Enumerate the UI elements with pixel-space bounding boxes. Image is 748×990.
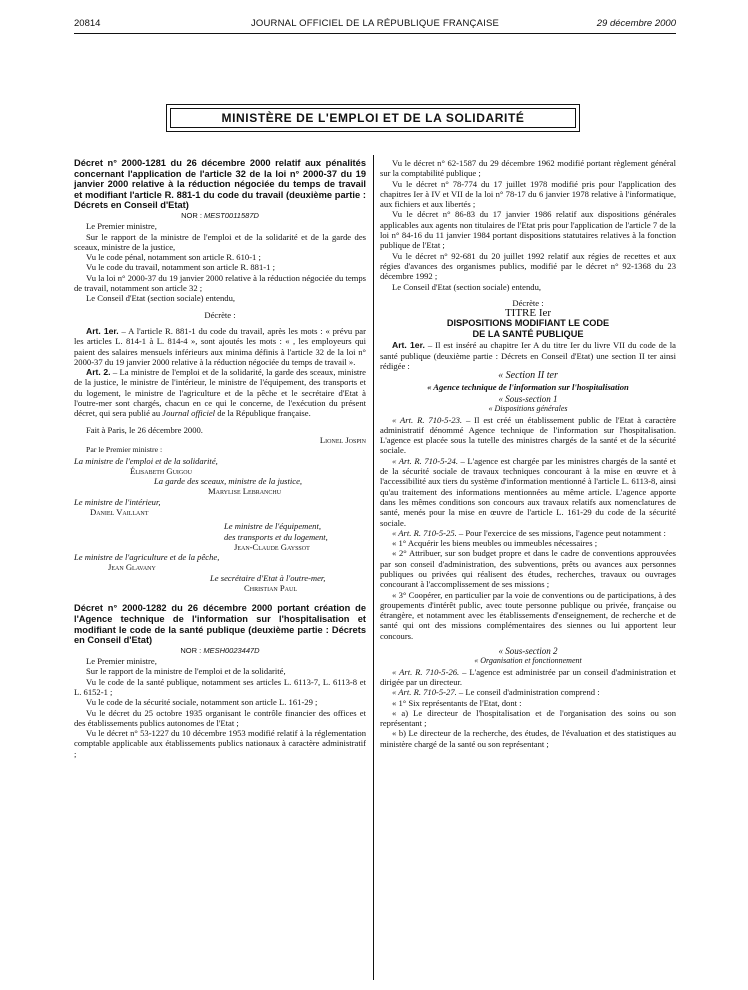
sig-name: Élisabeth Guigou bbox=[130, 465, 192, 476]
article-1 bbox=[74, 326, 366, 367]
intro-line: Sur le rapport de la ministre de l'emploi et de la solidarité, bbox=[86, 666, 286, 677]
decree1-nor bbox=[74, 211, 366, 221]
intro-line: Vu le code de la sécurité sociale, notamment son article L. 161-29 ; bbox=[86, 697, 318, 708]
article-label: Art. 1er. bbox=[392, 340, 425, 351]
article-label: « Art. R. 710-5-26. bbox=[392, 666, 460, 677]
intro-line: Le Conseil d'Etat (section sociale) entendu, bbox=[86, 293, 236, 304]
journal-ref: Journal officiel bbox=[162, 408, 216, 419]
intro-line: Vu le code pénal, notamment son article R. 610-1 ; bbox=[86, 252, 261, 263]
article-r710-5-25 bbox=[380, 528, 676, 538]
sig-role: Le secrétaire d'Etat à l'outre-mer, bbox=[210, 572, 326, 583]
article-text: – A l'article R. 881-1 du code du travail, après les mots : « prévu par les articles L. 814-1 à L. 814-4 », sont ajoutés les mots : « , les employeurs qui paient des salaires mensuels inférieurs aux minima définis à l'article 32 de la loi n° 2000-37 du 19 janvier 2000 relative à la réduction négociée du temps de travail ». bbox=[74, 325, 366, 367]
vu-line: Le Conseil d'Etat (section sociale) entendu, bbox=[392, 281, 542, 292]
list-item: « b) Le directeur de la recherche, des études, de l'évaluation et des statistiques au ministère chargé de la santé ou son représentant ; bbox=[380, 728, 676, 749]
sig-role: La ministre de l'emploi et de la solidarité, bbox=[74, 455, 218, 466]
titre-subheading: DE LA SANTÉ PUBLIQUE bbox=[472, 329, 584, 340]
decree2-title: Décret n° 2000-1282 du 26 décembre 2000 portant création de l'Agence technique de l'information sur l'hospitalisation et modifiant le code de la santé publique (deuxième partie : Décrets en Conseil d'Etat) bbox=[74, 603, 366, 646]
header-rule bbox=[74, 33, 676, 34]
article-label: « Art. R. 710-5-25. bbox=[392, 527, 457, 538]
subsection-title: « Sous-section 2 bbox=[498, 646, 558, 657]
nor-label: NOR : bbox=[181, 210, 202, 220]
left-column bbox=[74, 158, 366, 759]
vu-line: Vu le décret n° 62-1587 du 29 décembre 1962 modifié portant règlement général sur la comptabilité publique ; bbox=[380, 158, 676, 179]
vu-line: Vu le décret n° 92-681 du 20 juillet 1992 relatif aux régies de recettes et aux régies d'avances des organismes publics, modifié par le décret n° 92-1368 du 23 décembre 1992 ; bbox=[380, 250, 676, 282]
article-text: – L'agence est administrée par un conseil d'administration et dirigée par un directeur. bbox=[380, 666, 676, 687]
titre-subheading: DISPOSITIONS MODIFIANT LE CODE bbox=[446, 318, 610, 329]
sig-name: Jean Glavany bbox=[108, 562, 156, 573]
list-item: « a) Le directeur de l'hospitalisation et de l'organisation des soins ou son représentant ; bbox=[380, 707, 676, 729]
page-number: 20814 bbox=[74, 18, 101, 29]
subsection-name: « Dispositions générales bbox=[488, 404, 568, 414]
nor-code: MESH0023447D bbox=[203, 645, 260, 655]
list-item: « 2° Attribuer, sur son budget propre et dans le cadre de conventions approuvées par son conseil d'administration, des subventions, prêts ou avances aux personnes publiques ou privées qui réalisent des études, recherches, travaux ou ouvrages concourant à l'accomplissement de ses missions ; bbox=[380, 548, 676, 590]
decrete: Décrète : bbox=[512, 297, 544, 308]
sig-role: Le ministre de l'agriculture et de la pêche, bbox=[74, 552, 220, 563]
par-le-pm: Par le Premier ministre : bbox=[86, 445, 163, 455]
intro-line: Vu le décret du 25 octobre 1935 organisant le contrôle financier des offices et des établissements publics autonomes de l'Etat ; bbox=[74, 707, 366, 728]
article-label: « Art. R. 710-5-24. bbox=[392, 455, 458, 466]
titre-heading: TITRE Ier bbox=[504, 307, 552, 320]
decree1-title: Décret n° 2000-1281 du 26 décembre 2000 relatif aux pénalités concernant l'application de l'article 32 de la loi n° 2000-37 du 19 janvier 2000 relative à la réduction négociée du temps de travail et modifiant l'article R. 881-1 du code du travail (deuxième partie : Décrets en Conseil d'Etat) bbox=[74, 158, 366, 211]
intro-line: Vu le décret n° 53-1227 du 10 décembre 1953 modifié relatif à la réglementation comptable applicable aux établissements publics nationaux à caractère administratif ; bbox=[74, 728, 366, 759]
nor-label: NOR : bbox=[180, 645, 202, 655]
publication-date: 29 décembre 2000 bbox=[596, 18, 676, 29]
ministry-box bbox=[166, 104, 580, 132]
list-item: « 3° Coopérer, en particulier par la voie de conventions ou de participations, à des groupements d'intérêt public, avec toute personne publique ou privée, française ou étrangère, et notamment avec les établissements d'enseignement, de recherche et de santé qui ont des missions complémentaires des siennes ou lui apportent leur concours. bbox=[380, 589, 676, 641]
subsection-title: « Sous-section 1 bbox=[498, 393, 558, 404]
ministry-title: MINISTÈRE DE L'EMPLOI ET DE LA SOLIDARITÉ bbox=[170, 108, 576, 128]
vu-line: Vu le décret n° 86-83 du 17 janvier 1986 relatif aux dispositions générales applicables aux agents non titulaires de l'Etat pris pour l'application de l'article 7 de la loi n° 84-16 du 11 janvier 1984 portant dispositions statutaires relatives à la fonction publique de l'Etat ; bbox=[380, 209, 676, 251]
right-column bbox=[380, 158, 676, 749]
sig-name: Marylise Lebranchu bbox=[208, 486, 282, 497]
article-r710-5-24 bbox=[380, 456, 676, 528]
article-label: Art. 1er. bbox=[86, 325, 119, 336]
column-divider bbox=[373, 155, 374, 980]
article-text: – Il est inséré au chapitre Ier A du titre Ier du livre VII du code de la santé publique (deuxième partie : Décrets en Conseil d'Etat) une section II ter ainsi rédigée : bbox=[380, 340, 676, 372]
sig-name: Daniel Vaillant bbox=[90, 506, 149, 517]
subsection-name: « Organisation et fonctionnement bbox=[474, 656, 582, 666]
fait-a-paris: Fait à Paris, le 26 décembre 2000. bbox=[86, 424, 203, 435]
decree2-nor bbox=[74, 646, 366, 656]
list-item: « 1° Six représentants de l'Etat, dont : bbox=[392, 697, 522, 708]
article-text-end: de la République française. bbox=[215, 408, 311, 419]
intro-line: Vu le code de la santé publique, notamment ses articles L. 6113-7, L. 6113-8 et L. 6152-1 ; bbox=[74, 676, 366, 697]
article-label: « Art. R. 710-5-23. bbox=[392, 414, 463, 425]
sig-name: Christian Paul bbox=[244, 583, 297, 594]
article-label: Art. 2. bbox=[86, 367, 111, 378]
sig-role: des transports et du logement, bbox=[224, 531, 328, 542]
article-text: – Le conseil d'administration comprend : bbox=[456, 687, 600, 698]
list-item: « 1° Acquérir les biens meubles ou immeubles nécessaires ; bbox=[392, 538, 598, 549]
intro-line: Vu le code du travail, notamment son article R. 881-1 ; bbox=[86, 262, 275, 273]
article-text: – La ministre de l'emploi et de la solidarité, la garde des sceaux, ministre de la justice, le ministre de l'intérieur, le ministre de l'équipement, des transports et du logement, le ministre de l'agriculture et de la pêche et le secrétaire d'Etat à l'outre-mer sont chargés, chacun en ce qui le concerne, de l'exécution du présent décret, qui sera publié au bbox=[74, 367, 366, 419]
article-text: – Il est créé un établissement public de l'Etat à caractère administratif dénommé Agence technique de l'information sur l'hospitalisation. L'agence est placée sous la tutelle des ministres chargés de la santé et de la sécurité sociale. bbox=[380, 414, 676, 456]
intro-line: Sur le rapport de la ministre de l'emploi et de la solidarité et de la garde des sceaux, ministre de la justice, bbox=[74, 231, 366, 252]
article-2 bbox=[74, 367, 366, 418]
section-name: « Agence technique de l'information sur l'hospitalisation bbox=[427, 381, 629, 392]
intro-line: Le Premier ministre, bbox=[86, 656, 157, 667]
article-label: « Art. R. 710-5-27. bbox=[392, 687, 457, 698]
sig-role: Le ministre de l'intérieur, bbox=[74, 496, 161, 507]
sig-role: La garde des sceaux, ministre de la justice, bbox=[154, 476, 303, 487]
decrete: Décrète : bbox=[204, 309, 236, 320]
journal-title: JOURNAL OFFICIEL DE LA RÉPUBLIQUE FRANÇAISE bbox=[250, 18, 500, 29]
signer-pm: Lionel Jospin bbox=[319, 434, 366, 445]
sig-role: Le ministre de l'équipement, bbox=[224, 521, 321, 532]
nor-code: MEST0011587D bbox=[204, 210, 259, 220]
sig-name: Jean-Claude Gayssot bbox=[234, 541, 310, 552]
article-text: – Pour l'exercice de ses missions, l'agence peut notamment : bbox=[456, 527, 666, 538]
article-1 bbox=[380, 340, 676, 371]
vu-line: Vu le décret n° 78-774 du 17 juillet 1978 modifié pris pour l'application des chapitres Ier à IV et VII de la loi n° 78-17 du 6 janvier 1978 relative à l'informatique, aux fichiers et aux libertés ; bbox=[380, 178, 676, 210]
intro-line: Le Premier ministre, bbox=[86, 221, 157, 232]
article-r710-5-23 bbox=[380, 415, 676, 456]
section-title: « Section II ter bbox=[498, 370, 558, 382]
article-r710-5-26 bbox=[380, 667, 676, 688]
intro-line: Vu la loi n° 2000-37 du 19 janvier 2000 relative à la réduction négociée du temps de travail, notamment son article 32 ; bbox=[74, 272, 366, 294]
page-header bbox=[74, 18, 676, 34]
article-r710-5-27 bbox=[380, 687, 676, 697]
article-text: – L'agence est chargée par les ministres chargés de la santé et de la sécurité sociale de travaux techniques concourant à la mise en œuvre et à l'accessibilité aux tiers du système d'information mentionné à l'article L. 6113-8, ainsi qu'au traitement des informations mentionnées au même article. L'agence apporte dans les mêmes conditions son concours aux travaux relatifs aux nomenclatures de santé, menés pour la mise en œuvre de l'article L. 161-29 du code de la sécurité sociale. bbox=[380, 455, 676, 528]
